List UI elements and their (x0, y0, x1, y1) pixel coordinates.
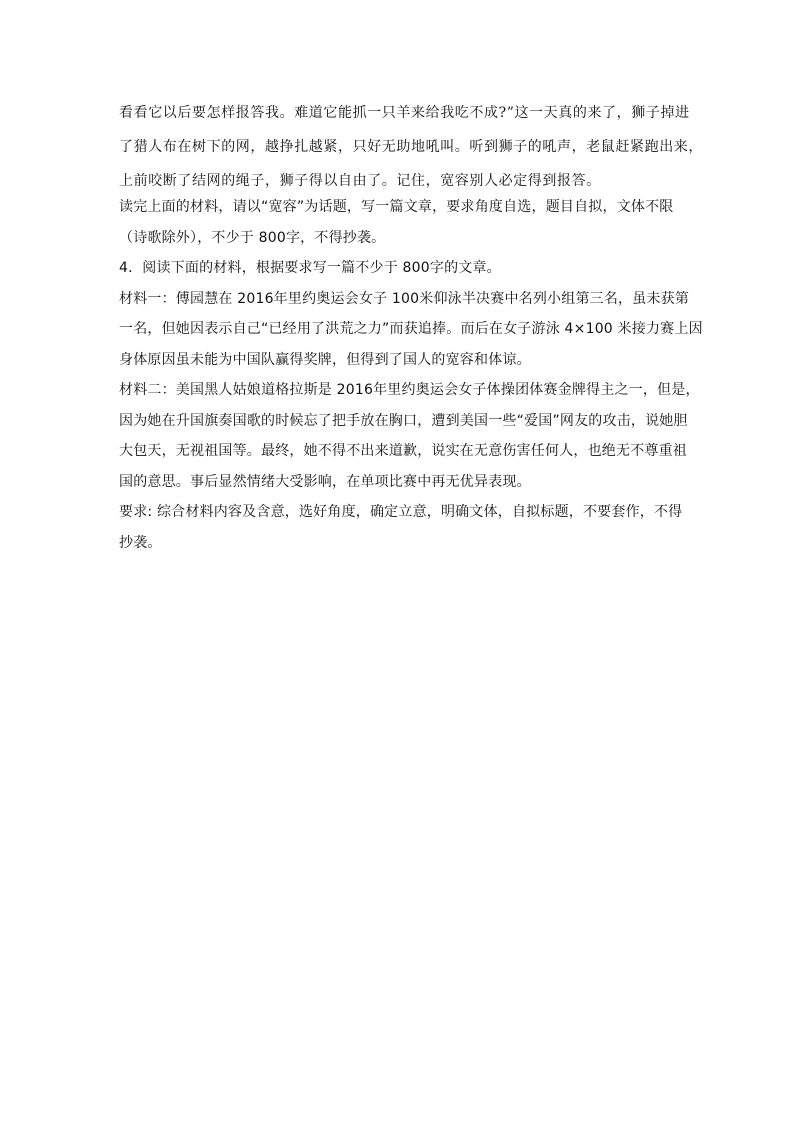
task3-line: 读完上面的材料，请以“宽容”为话题，写一篇文章，要求角度自选，题目自拟，文体不限 (119, 199, 674, 215)
task3-instructions (119, 192, 693, 253)
material-one (119, 284, 703, 376)
material-two (119, 375, 700, 497)
requirement-line: 要求: 综合材料内容及含意，选好角度，确定立意，明确文体，自拟标题，不要套作，不得 (119, 504, 683, 520)
material-one-line: 身体原因虽未能为中国队赢得奖牌，但得到了国人的宽容和体谅。 (119, 351, 531, 368)
material-one-line: 一名，但她因表示自己“已经用了洪荒之力”而获追捧。而后在女子游泳 4×100 米接力赛上因 (119, 321, 703, 337)
writing-requirement (119, 497, 693, 558)
requirement-line: 抄袭。 (119, 534, 162, 551)
material-two-line: 因为她在升国旗奏国歌的时候忘了把手放在胸口，遭到美国一些“爱国”网友的攻击，说她胆 (119, 412, 688, 429)
material-two-line: 材料二：美国黑人姑娘道格拉斯是 2016年里约奥运会女子体操团体赛金牌得主之一，但是， (119, 382, 700, 398)
task4-section (119, 253, 703, 558)
material-two-line: 国的意思。事后显然情绪大受影响，在单项比赛中再无优异表现。 (119, 473, 531, 490)
page-content (119, 96, 703, 558)
passage-line: 看看它以后要怎样报答我。难道它能抓一只羊来给我吃不成?”这一天真的来了，狮子掉进 (119, 105, 690, 121)
passage-line: 了猎人布在树下的网，越挣扎越紧，只好无助地吼叫。听到狮子的吼声，老鼠赶紧跑出来， (119, 139, 703, 155)
material-two-line: 大包天，无视祖国等。最终，她不得不出来道歉，说实在无意伤害任何人，也绝无不尊重祖 (119, 443, 687, 459)
task3-line: （诗歌除外），不少于 800字，不得抄袭。 (119, 229, 386, 246)
story-passage (119, 96, 703, 198)
task4-heading: 4．阅读下面的材料，根据要求写一篇不少于 800字的文章。 (119, 260, 501, 276)
passage-line: 上前咬断了结网的绳子，狮子得以自由了。记住，宽容别人必定得到报答。 (119, 173, 601, 189)
material-one-line: 材料一：傅园慧在 2016年里约奥运会女子 100米仰泳半决赛中名列小组第三名，虽未获第 (119, 290, 690, 307)
